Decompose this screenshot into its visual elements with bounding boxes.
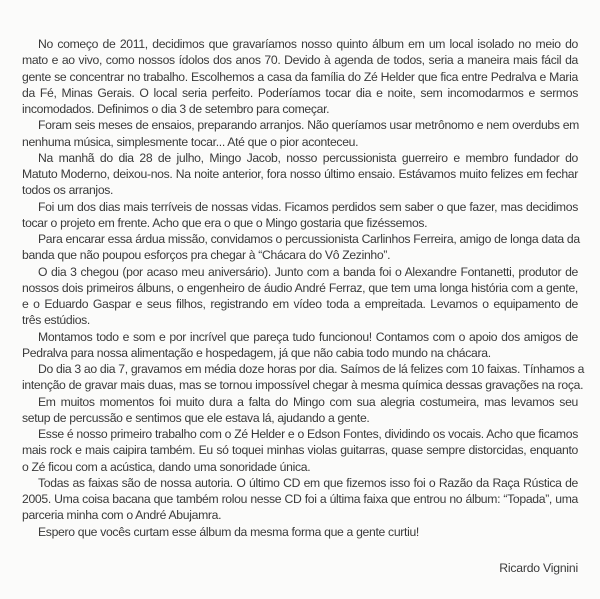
text-line: tocar o projeto em frente. Acho que era o que o Mingo gostaria que fizéssemos. xyxy=(22,215,428,230)
text-line: nenhuma música, simplesmente tocar... Até que o pior aconteceu. xyxy=(22,134,359,149)
document-body xyxy=(22,36,585,540)
text-line: Esse é nosso primeiro trabalho com o Zé Helder e o Edson Fontes, dividindo os vocais. Acho que ficamos xyxy=(38,427,578,441)
text-line: o Zé ficou com a acústica, dando uma sonoridade única. xyxy=(22,459,311,474)
paragraph xyxy=(22,475,578,524)
paragraph xyxy=(22,150,578,199)
text-line: intenção de gravar mais duas, mas se tornou impossível chegar à mesma química dessas gravações na roça. xyxy=(22,378,584,393)
text-line: Foram seis meses de ensaios, preparando arranjos. Não queríamos usar metrônomo e nem overdubs em xyxy=(38,118,580,133)
text-line: gente se concentrar no trabalho. Escolhemos a casa da família do Zé Helder que fica entre Pedralva e Maria xyxy=(22,69,578,84)
paragraph xyxy=(22,199,578,232)
text-line: Montamos todo e som e por incrível que pareça tudo funcionou! Contamos com o apoio dos amigos de xyxy=(38,329,578,344)
text-line: da Fé, Minas Gerais. O local seria perfeito. Poderíamos tocar dia e noite, sem incomodarmos e sermos xyxy=(22,85,578,100)
paragraph xyxy=(22,231,578,264)
paragraph xyxy=(22,329,578,362)
text-line: Todas as faixas são de nossa autoria. O último CD em que fizemos isso foi o Razão da Raça Rústica de xyxy=(38,475,578,490)
text-line: No começo de 2011, decidimos que gravaríamos nosso quinto álbum em um local isolado no meio do xyxy=(38,37,578,51)
text-line: Em muitos momentos foi muito dura a falta do Mingo com sua alegria costumeira, mas levamos seu xyxy=(38,394,578,409)
text-line: Matuto Moderno, deixou-nos. Na noite anterior, fora nosso último ensaio. Estávamos muito felizes em fechar xyxy=(22,167,578,181)
text-line: três estúdios. xyxy=(22,313,91,328)
text-line: nossos dois primeiros álbuns, o engenheiro de áudio André Ferraz, que tem uma longa história com a gente, xyxy=(22,280,578,295)
text-line: Pedralva para nossa alimentação e hospedagem, já que não cabia todo mundo na chácara. xyxy=(22,345,491,360)
paragraph xyxy=(22,361,585,394)
paragraph xyxy=(22,524,578,540)
paragraph xyxy=(22,426,578,475)
text-line: setup de percussão e sentimos que ele estava lá, ajudando a gente. xyxy=(22,410,370,425)
text-line: parceria minha com o André Abujamra. xyxy=(22,508,222,523)
paragraph xyxy=(22,264,578,329)
text-line: incomodados. Definimos o dia 3 de setembro para começar. xyxy=(22,102,330,116)
text-line: Foi um dos dias mais terríveis de nossas vidas. Ficamos perdidos sem saber o que fazer, mas decidimos xyxy=(38,199,578,214)
text-line: O dia 3 chegou (por acaso meu aniversário). Junto com a banda foi o Alexandre Fontanetti, produtor de xyxy=(38,264,578,279)
paragraph xyxy=(22,117,578,150)
text-line: e o Eduardo Gaspar e seus filhos, registrando em vídeo toda a empreitada. Levamos o equipamento de xyxy=(22,297,578,311)
text-line: mais rock e mais caipira também. Eu só toquei minhas violas guitarras, quase sempre distorcidas, enquanto xyxy=(22,443,578,458)
paragraph xyxy=(22,394,578,427)
paragraph xyxy=(22,36,578,117)
text-line: Do dia 3 ao dia 7, gravamos em média doze horas por dia. Saímos de lá felizes com 10 faixas. Tínhamos a xyxy=(38,362,585,376)
text-line: Para encarar essa árdua missão, convidamos o percussionista Carlinhos Ferreira, amigo de longa data da xyxy=(38,232,580,246)
text-line: todos os arranjos. xyxy=(22,183,114,198)
text-line: 2005. Uma coisa bacana que também rolou nesse CD foi a última faixa que entrou no álbum: “Topada”, uma xyxy=(22,492,578,506)
text-line: Na manhã do dia 28 de julho, Mingo Jacob, nosso percussionista guerreiro e membro fundador do xyxy=(38,150,578,165)
text-line: mato e ao vivo, como nossos ídolos dos anos 70. Devido à agenda de todos, seria a maneira mais fácil da xyxy=(22,53,578,68)
text-line: banda que não poupou esforços pra chegar à “Chácara do Vô Zezinho”. xyxy=(22,248,391,263)
text-line: Espero que vocês curtam esse álbum da mesma forma que a gente curtiu! xyxy=(38,524,419,539)
signature: Ricardo Vignini xyxy=(499,561,578,575)
